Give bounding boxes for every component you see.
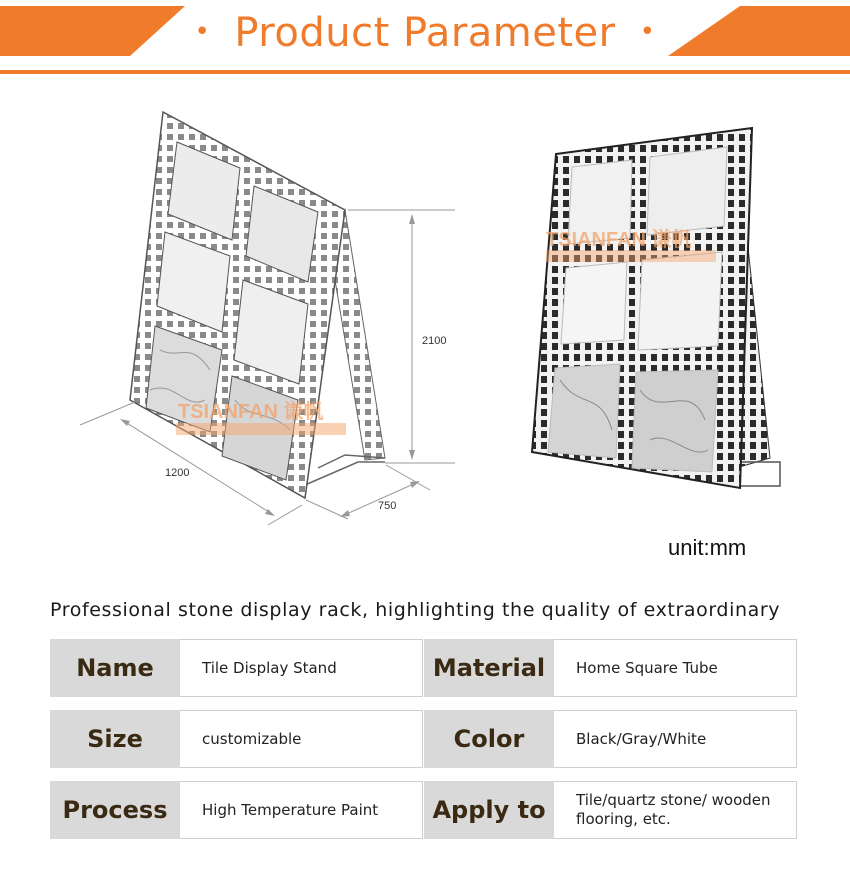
product-figure bbox=[0, 85, 850, 555]
bullet-dot-left: • bbox=[194, 17, 211, 47]
param-label-name: Name bbox=[50, 639, 180, 697]
param-value-color: Black/Gray/White bbox=[554, 710, 797, 768]
param-value-material: Home Square Tube bbox=[554, 639, 797, 697]
dimension-depth-label: 750 bbox=[378, 500, 397, 512]
parameter-table bbox=[50, 639, 800, 852]
unit-label: unit:mm bbox=[668, 535, 747, 560]
photo-rack bbox=[532, 128, 780, 488]
param-value-process: High Temperature Paint bbox=[180, 781, 423, 839]
page-title bbox=[0, 10, 850, 56]
dimension-width-label: 1200 bbox=[165, 467, 190, 479]
parameter-row bbox=[50, 710, 800, 768]
bullet-dot-right: • bbox=[639, 17, 656, 47]
dimension-height-label: 2100 bbox=[422, 335, 447, 347]
drawing-rack bbox=[80, 112, 455, 525]
param-value-size: customizable bbox=[180, 710, 423, 768]
param-label-process: Process bbox=[50, 781, 180, 839]
watermark-left: TSIANFAN 谦帆 bbox=[178, 401, 324, 423]
param-label-size: Size bbox=[50, 710, 180, 768]
page-title-text: Product Parameter bbox=[234, 10, 616, 56]
parameter-row bbox=[50, 781, 800, 839]
param-label-color: Color bbox=[424, 710, 554, 768]
product-tagline: Professional stone display rack, highlighting the quality of extraordinary bbox=[50, 599, 781, 621]
parameter-row bbox=[50, 639, 800, 697]
watermark-right: TSIANFAN 谦帆 bbox=[546, 229, 692, 251]
param-label-apply-to: Apply to bbox=[424, 781, 554, 839]
param-label-material: Material bbox=[424, 639, 554, 697]
param-value-name: Tile Display Stand bbox=[180, 639, 423, 697]
param-value-apply-to: Tile/quartz stone/ wooden flooring, etc. bbox=[554, 781, 797, 839]
